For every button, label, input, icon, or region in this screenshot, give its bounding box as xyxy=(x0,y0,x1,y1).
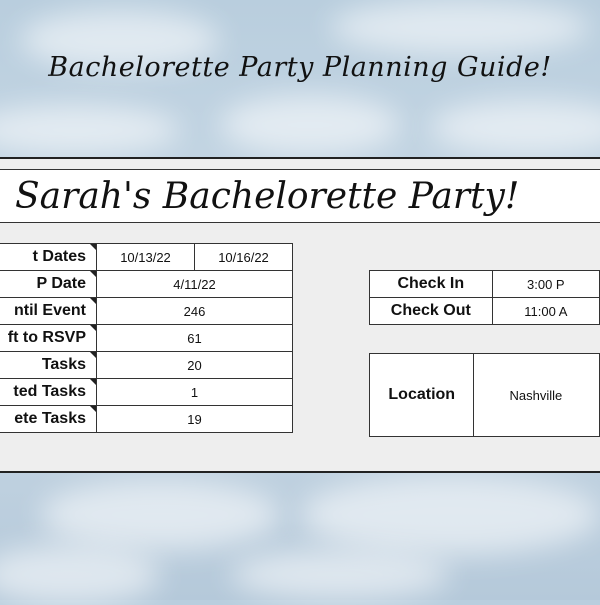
check-in-cell[interactable]: 3:00 P xyxy=(492,271,599,298)
check-out-label: Check Out xyxy=(370,298,493,325)
table-row xyxy=(0,244,293,271)
cloud xyxy=(40,480,280,550)
row-label: Tasks xyxy=(0,352,97,379)
cloud xyxy=(0,545,160,605)
table-row xyxy=(0,325,293,352)
value-cell[interactable]: 61 xyxy=(97,325,293,352)
cloud xyxy=(430,100,600,155)
table-row xyxy=(370,298,600,325)
value-cell[interactable]: 19 xyxy=(97,406,293,433)
cloud xyxy=(220,95,400,155)
row-label: ntil Event xyxy=(0,298,97,325)
row-label: P Date xyxy=(0,271,97,298)
cloud xyxy=(300,475,600,555)
table-row xyxy=(0,271,293,298)
party-title: Sarah's Bachelorette Party! xyxy=(15,176,520,217)
check-out-cell[interactable]: 11:00 A xyxy=(492,298,599,325)
table-row xyxy=(0,298,293,325)
start-date-cell[interactable]: 10/13/22 xyxy=(97,244,195,271)
end-date-cell[interactable]: 10/16/22 xyxy=(195,244,293,271)
row-label: ete Tasks xyxy=(0,406,97,433)
value-cell[interactable]: 246 xyxy=(97,298,293,325)
summary-table xyxy=(0,243,293,433)
row-label: ft to RSVP xyxy=(0,325,97,352)
spreadsheet-panel xyxy=(0,157,600,473)
table-row xyxy=(370,271,600,298)
location-cell[interactable]: Nashville xyxy=(474,354,600,437)
guide-title: Bachelorette Party Planning Guide! xyxy=(48,52,552,83)
row-label: ted Tasks xyxy=(0,379,97,406)
value-cell[interactable]: 20 xyxy=(97,352,293,379)
check-in-label: Check In xyxy=(370,271,493,298)
row-label: t Dates xyxy=(0,244,97,271)
table-row xyxy=(0,406,293,433)
check-times-table xyxy=(369,270,600,325)
value-cell[interactable]: 4/11/22 xyxy=(97,271,293,298)
table-row xyxy=(0,379,293,406)
title-bar xyxy=(0,169,600,223)
cloud xyxy=(330,0,590,55)
cloud xyxy=(230,550,450,600)
location-label: Location xyxy=(370,354,474,437)
value-cell[interactable]: 1 xyxy=(97,379,293,406)
table-row xyxy=(370,354,600,437)
cloud xyxy=(0,105,180,155)
table-row xyxy=(0,352,293,379)
location-table xyxy=(369,353,600,437)
